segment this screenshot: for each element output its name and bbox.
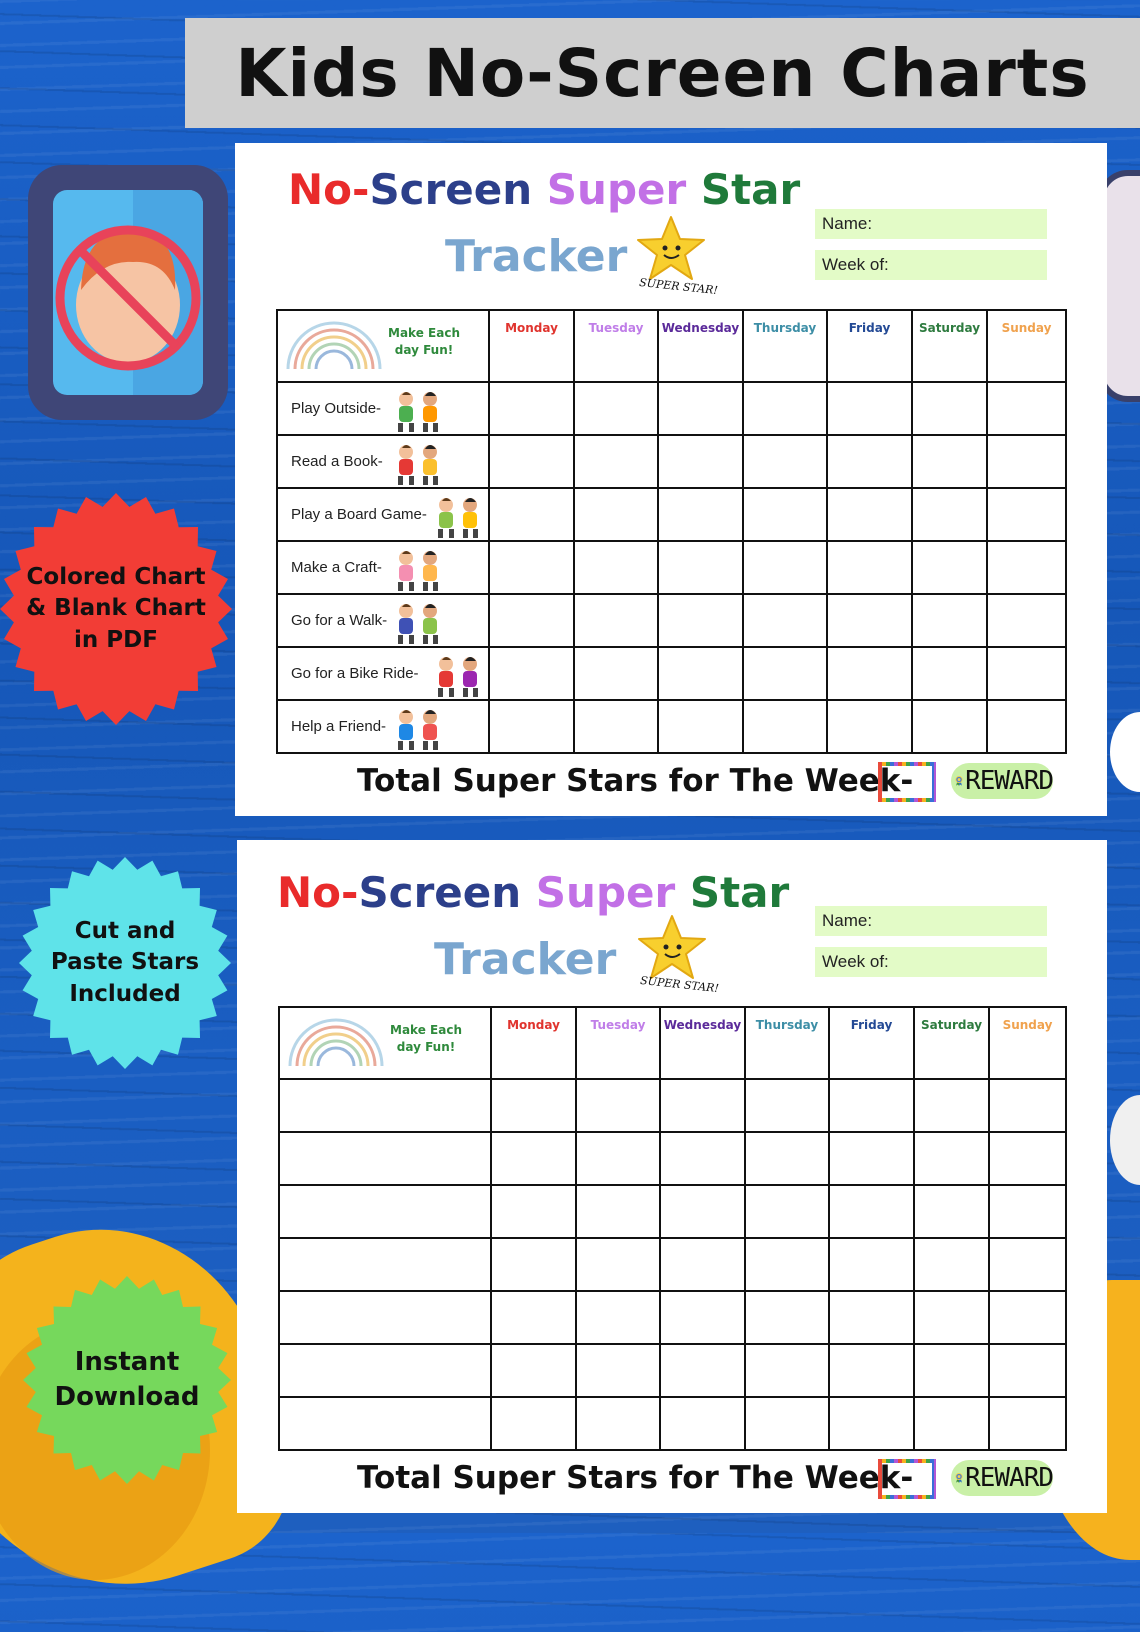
- day-header-wednesday: Wednesday: [660, 1007, 745, 1079]
- day-cell[interactable]: [745, 1291, 829, 1344]
- table-row: [279, 1132, 1066, 1185]
- day-cell[interactable]: [987, 382, 1066, 435]
- blank-activity-cell[interactable]: [279, 1185, 491, 1238]
- activity-cell: [277, 594, 489, 647]
- day-cell[interactable]: [576, 1132, 660, 1185]
- badge-instant-text: Instant Download: [54, 1346, 200, 1412]
- day-cell[interactable]: [658, 541, 743, 594]
- activity-illustration: [428, 493, 490, 543]
- blank-activity-cell[interactable]: [279, 1291, 491, 1344]
- day-cell[interactable]: [912, 541, 987, 594]
- day-cell[interactable]: [914, 1238, 989, 1291]
- day-cell[interactable]: [829, 1344, 914, 1397]
- day-cell[interactable]: [989, 1238, 1066, 1291]
- day-cell[interactable]: [491, 1185, 576, 1238]
- activity-illustration: [388, 546, 450, 596]
- day-cell[interactable]: [489, 700, 574, 753]
- table-row: [277, 541, 1066, 594]
- table-row: [277, 488, 1066, 541]
- activity-illustration-icon: [388, 546, 450, 592]
- day-cell[interactable]: [827, 541, 912, 594]
- header-note: Make Each day Fun!: [388, 326, 460, 357]
- day-cell[interactable]: [989, 1185, 1066, 1238]
- tracker-grid: [276, 309, 1067, 754]
- day-cell[interactable]: [660, 1079, 745, 1132]
- star-caption: SUPER STAR!: [638, 275, 719, 298]
- day-header-sunday: Sunday: [987, 310, 1066, 382]
- day-cell[interactable]: [829, 1132, 914, 1185]
- header-note: Make Each day Fun!: [390, 1023, 462, 1054]
- activity-label: Go for a Walk-: [291, 612, 388, 629]
- day-cell[interactable]: [914, 1185, 989, 1238]
- activity-illustration-icon: [388, 440, 450, 486]
- reward-ribbon-icon: [955, 1461, 963, 1495]
- activity-label: Make a Craft-: [291, 559, 382, 576]
- table-row: [277, 647, 1066, 700]
- day-cell[interactable]: [658, 488, 743, 541]
- day-cell[interactable]: [658, 700, 743, 753]
- day-cell[interactable]: [658, 647, 743, 700]
- day-cell[interactable]: [914, 1397, 989, 1450]
- activity-cell: [277, 382, 489, 435]
- badge-cut-paste-text: Cut and Paste Stars Included: [50, 918, 200, 1007]
- day-cell[interactable]: [491, 1291, 576, 1344]
- activity-cell: [277, 488, 489, 541]
- day-cell[interactable]: [574, 700, 658, 753]
- day-header-tuesday: Tuesday: [576, 1007, 660, 1079]
- day-cell[interactable]: [660, 1238, 745, 1291]
- day-cell[interactable]: [914, 1344, 989, 1397]
- activity-label: Play a Board Game-: [291, 506, 427, 523]
- activity-label: Go for a Bike Ride-: [291, 665, 419, 682]
- day-header-sunday: Sunday: [989, 1007, 1066, 1079]
- reward-badge: [951, 1460, 1053, 1496]
- day-cell[interactable]: [987, 488, 1066, 541]
- day-cell[interactable]: [827, 488, 912, 541]
- day-cell[interactable]: [745, 1397, 829, 1450]
- day-cell[interactable]: [827, 700, 912, 753]
- day-cell[interactable]: [745, 1079, 829, 1132]
- table-row: [279, 1291, 1066, 1344]
- day-cell[interactable]: [827, 382, 912, 435]
- day-cell[interactable]: [491, 1079, 576, 1132]
- sheet-title: No-Screen Super Star: [277, 868, 790, 917]
- day-cell[interactable]: [743, 700, 827, 753]
- day-cell[interactable]: [914, 1132, 989, 1185]
- reward-ribbon-icon: [955, 764, 963, 798]
- badge-instant-download: [22, 1275, 232, 1485]
- day-cell[interactable]: [658, 382, 743, 435]
- day-cell[interactable]: [745, 1185, 829, 1238]
- day-header-monday: Monday: [489, 310, 574, 382]
- blank-activity-cell[interactable]: [279, 1397, 491, 1450]
- activity-cell: [277, 647, 489, 700]
- day-cell[interactable]: [912, 647, 987, 700]
- name-field[interactable]: Name:: [815, 906, 1047, 936]
- total-stars-box[interactable]: [878, 1459, 936, 1499]
- day-cell[interactable]: [491, 1397, 576, 1450]
- activity-label: Read a Book-: [291, 453, 383, 470]
- sheet-subtitle: Tracker: [445, 231, 628, 282]
- activity-illustration: [388, 440, 450, 490]
- activity-illustration: [388, 387, 450, 437]
- day-header-saturday: Saturday: [914, 1007, 989, 1079]
- day-cell[interactable]: [745, 1238, 829, 1291]
- day-cell[interactable]: [489, 594, 574, 647]
- reward-badge: [951, 763, 1053, 799]
- day-header-saturday: Saturday: [912, 310, 987, 382]
- day-cell[interactable]: [574, 647, 658, 700]
- activity-illustration-icon: [428, 493, 490, 539]
- day-header-thursday: Thursday: [743, 310, 827, 382]
- day-cell[interactable]: [574, 382, 658, 435]
- phone-screen: [53, 190, 203, 395]
- day-cell[interactable]: [829, 1238, 914, 1291]
- total-stars-box[interactable]: [878, 762, 936, 802]
- day-cell[interactable]: [489, 541, 574, 594]
- day-header-wednesday: Wednesday: [658, 310, 743, 382]
- tracker-sheet-colored: [235, 143, 1107, 816]
- activity-illustration: [388, 599, 450, 649]
- day-cell[interactable]: [576, 1079, 660, 1132]
- day-cell[interactable]: [987, 435, 1066, 488]
- day-cell[interactable]: [989, 1291, 1066, 1344]
- day-cell[interactable]: [914, 1079, 989, 1132]
- day-cell[interactable]: [829, 1185, 914, 1238]
- day-cell[interactable]: [658, 435, 743, 488]
- day-cell[interactable]: [574, 541, 658, 594]
- day-cell[interactable]: [743, 647, 827, 700]
- total-label: Total Super Stars for The Week-: [357, 763, 914, 799]
- activity-cell: [277, 700, 489, 753]
- header-note-cell: [279, 1007, 491, 1079]
- activity-cell: [277, 541, 489, 594]
- day-cell[interactable]: [489, 435, 574, 488]
- tracker-grid-blank: [278, 1006, 1067, 1451]
- table-row: [277, 700, 1066, 753]
- day-cell[interactable]: [658, 594, 743, 647]
- activity-illustration-icon: [388, 599, 450, 645]
- day-cell[interactable]: [987, 541, 1066, 594]
- day-cell[interactable]: [574, 488, 658, 541]
- day-cell[interactable]: [912, 488, 987, 541]
- super-star-icon: [636, 215, 706, 281]
- day-cell[interactable]: [743, 435, 827, 488]
- day-cell[interactable]: [912, 435, 987, 488]
- no-screen-phone-icon: [28, 165, 228, 420]
- table-row: [277, 594, 1066, 647]
- decor-white-shape: [1110, 712, 1140, 792]
- day-cell[interactable]: [576, 1397, 660, 1450]
- day-cell[interactable]: [489, 647, 574, 700]
- day-cell[interactable]: [743, 594, 827, 647]
- table-row: [277, 382, 1066, 435]
- activity-label: Help a Friend-: [291, 718, 387, 735]
- day-cell[interactable]: [576, 1291, 660, 1344]
- activity-illustration: [428, 652, 490, 702]
- day-cell[interactable]: [829, 1397, 914, 1450]
- day-cell[interactable]: [743, 382, 827, 435]
- table-row: [277, 435, 1066, 488]
- day-cell[interactable]: [912, 594, 987, 647]
- decor-white-shape: [1110, 1095, 1140, 1185]
- day-cell[interactable]: [989, 1079, 1066, 1132]
- day-cell[interactable]: [829, 1291, 914, 1344]
- banner-title: Kids No-Screen Charts: [235, 34, 1090, 112]
- day-header-thursday: Thursday: [745, 1007, 829, 1079]
- name-field[interactable]: Name:: [815, 209, 1047, 239]
- badge-colored-text: Colored Chart & Blank Chart in PDF: [26, 564, 206, 653]
- activity-label: Play Outside-: [291, 400, 382, 417]
- activity-illustration-icon: [388, 705, 450, 751]
- day-cell[interactable]: [576, 1238, 660, 1291]
- blank-activity-cell[interactable]: [279, 1132, 491, 1185]
- day-cell[interactable]: [576, 1344, 660, 1397]
- day-cell[interactable]: [489, 488, 574, 541]
- day-cell[interactable]: [660, 1397, 745, 1450]
- day-cell[interactable]: [745, 1344, 829, 1397]
- title-banner: [185, 18, 1140, 128]
- table-row: [279, 1185, 1066, 1238]
- total-label: Total Super Stars for The Week-: [357, 1460, 914, 1496]
- day-cell[interactable]: [912, 700, 987, 753]
- week-of-field[interactable]: Week of:: [815, 250, 1047, 280]
- day-cell[interactable]: [989, 1397, 1066, 1450]
- day-cell[interactable]: [827, 594, 912, 647]
- star-caption: SUPER STAR!: [639, 973, 720, 996]
- day-cell[interactable]: [574, 594, 658, 647]
- day-header-friday: Friday: [829, 1007, 914, 1079]
- day-cell[interactable]: [660, 1185, 745, 1238]
- day-cell[interactable]: [491, 1344, 576, 1397]
- day-cell[interactable]: [745, 1132, 829, 1185]
- sheet-title: No-Screen Super Star: [288, 165, 801, 214]
- reward-label: REWARD: [965, 1463, 1053, 1493]
- day-cell[interactable]: [989, 1344, 1066, 1397]
- week-of-field[interactable]: Week of:: [815, 947, 1047, 977]
- day-cell[interactable]: [743, 541, 827, 594]
- day-cell[interactable]: [660, 1132, 745, 1185]
- table-row: [279, 1238, 1066, 1291]
- day-cell[interactable]: [576, 1185, 660, 1238]
- day-cell[interactable]: [574, 435, 658, 488]
- blank-activity-cell[interactable]: [279, 1344, 491, 1397]
- day-cell[interactable]: [491, 1132, 576, 1185]
- rainbow-icon: [286, 1012, 386, 1068]
- day-cell[interactable]: [827, 647, 912, 700]
- reward-label: REWARD: [965, 766, 1053, 796]
- day-cell[interactable]: [987, 647, 1066, 700]
- table-row: [279, 1397, 1066, 1450]
- header-note-cell: [277, 310, 489, 382]
- table-row: [279, 1079, 1066, 1132]
- day-header-tuesday: Tuesday: [574, 310, 658, 382]
- day-cell[interactable]: [489, 382, 574, 435]
- day-cell[interactable]: [912, 382, 987, 435]
- activity-illustration-icon: [428, 652, 490, 698]
- day-header-monday: Monday: [491, 1007, 576, 1079]
- day-cell[interactable]: [827, 435, 912, 488]
- day-cell[interactable]: [660, 1344, 745, 1397]
- day-cell[interactable]: [743, 488, 827, 541]
- activity-illustration: [388, 705, 450, 755]
- day-cell[interactable]: [914, 1291, 989, 1344]
- day-header-friday: Friday: [827, 310, 912, 382]
- day-cell[interactable]: [491, 1238, 576, 1291]
- super-star-icon: [637, 914, 707, 980]
- activity-illustration-icon: [388, 387, 450, 433]
- tracker-sheet-blank: [237, 840, 1107, 1513]
- day-cell[interactable]: [987, 594, 1066, 647]
- rainbow-icon: [284, 315, 384, 371]
- badge-cut-paste: [18, 857, 232, 1069]
- blank-activity-cell[interactable]: [279, 1238, 491, 1291]
- day-cell[interactable]: [989, 1132, 1066, 1185]
- badge-colored-chart: [0, 490, 232, 728]
- sheet-subtitle: Tracker: [434, 934, 617, 985]
- blank-activity-cell[interactable]: [279, 1079, 491, 1132]
- activity-cell: [277, 435, 489, 488]
- day-cell[interactable]: [829, 1079, 914, 1132]
- day-cell[interactable]: [987, 700, 1066, 753]
- day-cell[interactable]: [660, 1291, 745, 1344]
- table-row: [279, 1344, 1066, 1397]
